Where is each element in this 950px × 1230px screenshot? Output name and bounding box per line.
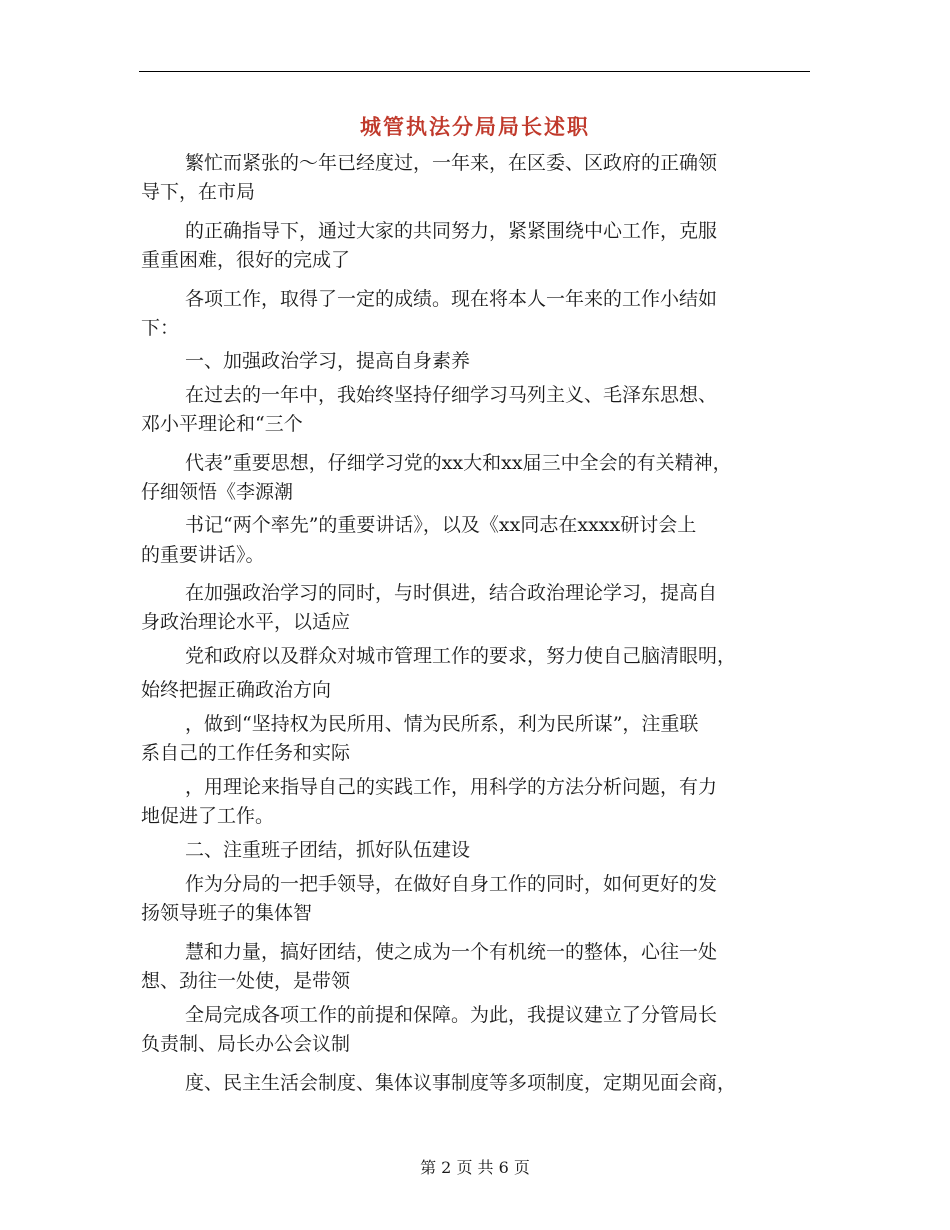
text-line: 始终把握正确政治方向	[141, 679, 332, 701]
text-line: 在过去的一年中，我始终坚持仔细学习马列主义、毛泽东思想、	[185, 384, 718, 406]
header-rule	[139, 71, 810, 72]
text-line: 系自己的工作任务和实际	[141, 742, 351, 764]
text-line: 扬领导班子的集体智	[141, 902, 313, 924]
text-line: 的正确指导下，通过大家的共同努力，紧紧围绕中心工作，克服	[185, 220, 718, 242]
text-line: 邓小平理论和“三个	[141, 413, 303, 435]
text-line: ，做到“坚持权为民所用、情为民所系，利为民所谋”，注重联	[185, 713, 699, 735]
text-line: 导下，在市局	[141, 181, 256, 203]
page-footer: 第 2 页 共 6 页	[420, 1158, 530, 1177]
section-heading: 二、注重班子团结，抓好队伍建设	[185, 839, 471, 861]
text-line: 身政治理论水平，以适应	[141, 611, 351, 633]
text-line: 党和政府以及群众对城市管理工作的要求，努力使自己脑清眼明，	[185, 645, 737, 667]
text-line: 下：	[141, 317, 180, 339]
section-heading: 一、加强政治学习，提高自身素养	[185, 350, 471, 372]
text-line: 在加强政治学习的同时，与时俱进，结合政治理论学习，提高自	[185, 582, 718, 604]
document-title: 城管执法分局局长述职	[360, 114, 590, 139]
text-line: 作为分局的一把手领导，在做好自身工作的同时，如何更好的发	[185, 873, 718, 895]
text-line: 书记“两个率先”的重要讲话》，以及《xx同志在xxxx研讨会上	[185, 514, 697, 536]
text-line: 度、民主生活会制度、集体议事制度等多项制度，定期见面会商，	[185, 1072, 737, 1094]
text-line: 负责制、局长办公会议制	[141, 1033, 351, 1055]
text-line: 地促进了工作。	[141, 805, 275, 827]
text-line: 代表”重要思想，仔细学习党的xx大和xx届三中全会的有关精神，	[185, 452, 732, 474]
text-line: 的重要讲话》。	[141, 544, 265, 566]
text-line: ，用理论来指导自己的实践工作，用科学的方法分析问题，有力	[185, 776, 718, 798]
text-line: 想、劲往一处使，是带领	[141, 970, 351, 992]
text-line: 各项工作，取得了一定的成绩。现在将本人一年来的工作小结如	[185, 288, 718, 310]
text-line: 繁忙而紧张的～年已经度过，一年来，在区委、区政府的正确领	[185, 152, 718, 174]
text-line: 慧和力量，搞好团结，使之成为一个有机统一的整体，心往一处	[185, 941, 718, 963]
text-line: 仔细领悟《李源潮	[141, 481, 294, 503]
text-line: 全局完成各项工作的前提和保障。为此，我提议建立了分管局长	[185, 1004, 718, 1026]
text-line: 重重困难，很好的完成了	[141, 249, 351, 271]
